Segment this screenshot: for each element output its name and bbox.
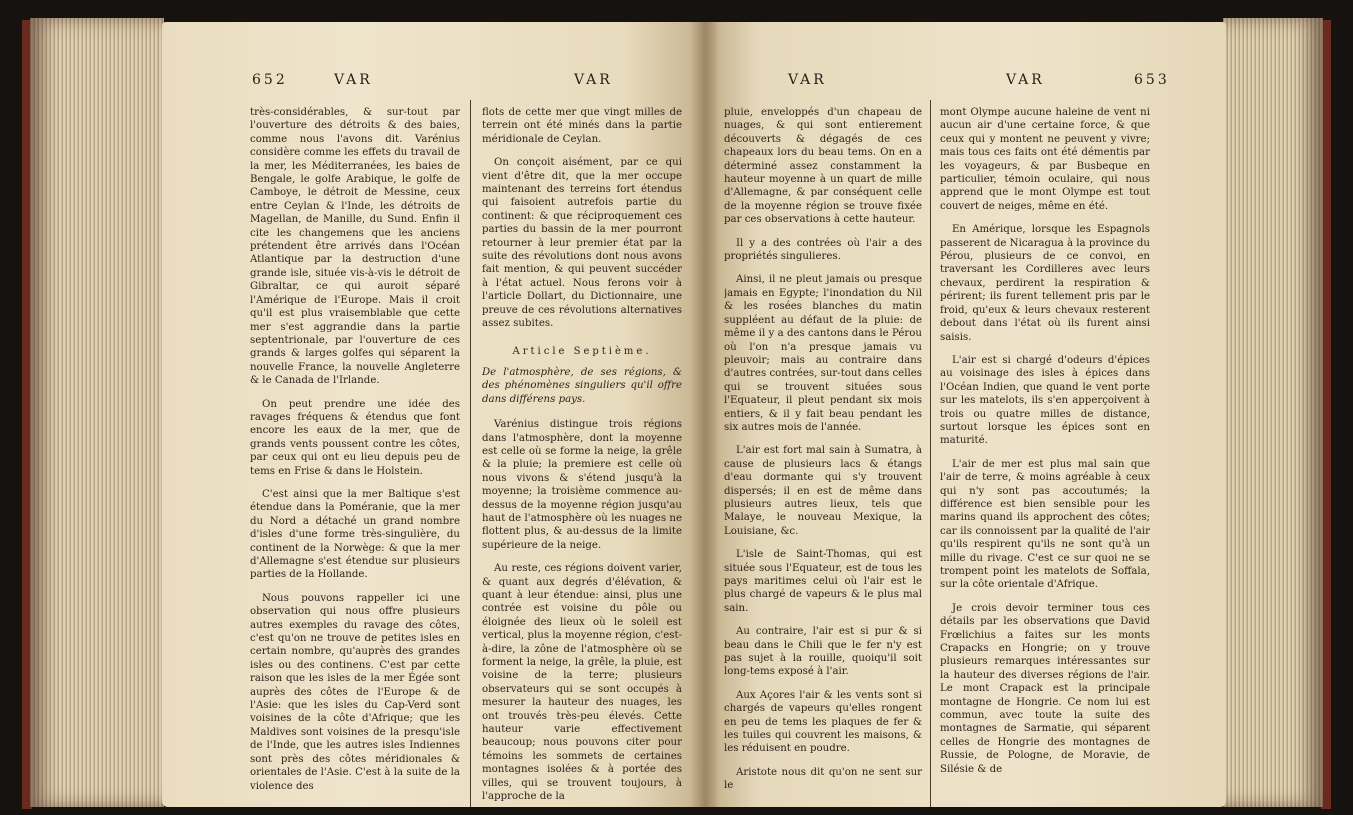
book-gutter: [690, 22, 720, 807]
paragraph: Au contraire, l'air est si pur & si beau dans le Chili que le fer n'y est pas sujet à la rouille, quoiqu'il soit long-tems exposé à l'air.: [724, 626, 922, 678]
left-page: [162, 22, 706, 807]
paragraph: très-considérables, & sur-tout par l'ouverture des détroits & des baies, comme nous l'avons dit. Varénius considère comme les effets du travail de la mer, les Méditerranées, les baies de Bengale, le golfe Arabique, le golfe de Camboye, le détroit de Messine, ceux entre Ceylan & l'Inde, les détroits de Magellan, de Manille, du Sund. Enfin il cite les changemens que les anciens prétendent être arrivés dans l'Océan Atlantique par la destruction d'une grande isle, située vis-à-vis le détroit de Gibraltar, ce qui auroit séparé l'Amérique de l'Europe. Mais il croit qu'il est plus vraisemblable que cette mer s'est aggrandie dans la partie septentrionale, par l'ouverture de ces grands & larges golfes qui séparent la nouvelle France, la nouvelle Angleterre & le Canada de l'Irlande.: [250, 107, 460, 387]
paragraph: Aristote nous dit qu'on ne sent sur le: [724, 766, 922, 792]
left-page-column-1: [250, 106, 460, 807]
right-page: [706, 22, 1226, 807]
paragraph: On conçoit aisément, par ce qui vient d'être dit, que la mer occupe maintenant des terreins fort étendus qui faisoient autrefois partie du continent: & que réciproquement ces parties du bassin de la mer pourront retourner à leur premier état par la suite des révolutions dont nous avons fait mention, & qui peuvent succéder à l'état actuel. Nous ferons voir à l'article Dollart, du Dictionnaire, une preuve de ces révolutions alternatives assez subites.: [482, 157, 682, 330]
right-page-column-2: [940, 106, 1150, 807]
paragraph: Je crois devoir terminer tous ces détails par les observations que David Frœlichius a faites sur les monts Crapacks en Hongrie; on y trouve plusieurs remarques intéressantes sur la hauteur des diverses régions de l'air. Le mont Crapack est la principale montagne de Hongrie. Ce nom lui est commun, avec toute la suite des montagnes de Sarmatie, qui séparent celles de Hongrie des montagnes de Russie, de Pologne, de Moravie, de Silésie & de: [940, 602, 1150, 775]
running-head-right: VAR: [574, 72, 613, 88]
paragraph: L'air est si chargé d'odeurs d'épices au voisinage des isles à épices dans l'Océan Indien, que quand le vent porte sur les matelots, ils s'en apperçoivent à trois ou quatre milles de distance, surtout lorsque les épices sont en maturité.: [940, 354, 1150, 447]
paragraph: L'air est fort mal sain à Sumatra, à cause de plusieurs lacs & étangs d'eau dormante qui s'y trouvent dispersés; il en est de même dans plusieurs autres lieux, tels que Malaye, le nouveau Mexique, la Louisiane, &c.: [724, 445, 922, 537]
page-edges-right: [1223, 18, 1323, 807]
paragraph: flots de cette mer que vingt milles de terrein ont été minés dans la partie méridionale de Ceylan.: [482, 107, 682, 145]
paragraph: En Amérique, lorsque les Espagnols passerent de Nicaragua à la province du Pérou, plusieurs de ce convoi, en traversant les Cordilleres avec leurs chevaux, perdirent la respiration & périrent; ils furent tellement pris par le froid, qu'eux & leurs chevaux resterent debout dans l'état où ils furent ainsi saisis.: [940, 224, 1150, 343]
paragraph: Au reste, ces régions doivent varier, & quant aux degrés d'élévation, & quant à leur étendue: ainsi, plus une contrée est voisine du pôle ou éloignée des lieux où le soleil est vertical, plus la moyenne région, c'est-à-dire, la zône de l'atmosphère où se forment la neige, la grêle, la pluie, est voisine de la terre; plusieurs observateurs qui se sont occupés à mesurer la hauteur des nuages, les ont trouvés très-peu élevés. Cette hauteur varie effectivement beaucoup; nous pouvons citer pour témoins les sommets de certaines montagnes isolées & à portée des villes, qui se trouvent toujours, à l'approche de la: [482, 563, 682, 803]
paragraph: Ainsi, il ne pleut jamais ou presque jamais en Egypte; l'inondation du Nil & les rosées blanches du matin suppléent au défaut de la pluie: de même il y a des cantons dans le Pérou où l'on n'a presque jamais vu pleuvoir; mais au contraire dans d'autres contrées, sur-tout dans celles qui se trouvent situées sous l'Equateur, il pleut pendant six mois entiers, & il y fait beau pendant les six autres mois de l'année.: [724, 274, 922, 433]
paragraph: L'air de mer est plus mal sain que l'air de terre, & moins agréable à ceux qui n'y sont pas accoutumés; la différence est bien sensible pour les marins quand ils approchent des côtes; car ils connoissent par la qualité de l'air qu'ils respirent qu'ils ne sont qu'à un mille du rivage. C'est ce sur quoi ne se trompent point les matelots de Soffala, sur la côte orientale d'Afrique.: [940, 458, 1150, 591]
paragraph: On peut prendre une idée des ravages fréquens & étendus que font encore les eaux de la mer, que de grands vents poussent contre les côtes, par ceux qui ont eu lieu depuis peu de tems en Frise & dans le Holstein.: [250, 398, 460, 477]
paragraph: Varénius distingue trois régions dans l'atmosphère, dont la moyenne est celle où se forme la neige, la grêle & la pluie; la premiere est celle où nous vivons & s'étend jusqu'à la moyenne; la troisième commence au-dessus de la moyenne région jusqu'au haut de l'atmosphère où les nuages ne flottent plus, & au-dessus de la limite supérieure de la neige.: [482, 419, 682, 551]
paragraph: Aux Açores l'air & les vents sont si chargés de vapeurs qu'elles rongent en peu de tems les plaques de fer & les tuiles qui couvrent les maisons, & les réduisent en poudre.: [724, 689, 922, 755]
paragraph: L'isle de Saint-Thomas, qui est située sous l'Equateur, est de tous les pays maritimes celui où l'air est le plus chargé de vapeurs & le plus mal sain.: [724, 549, 922, 614]
running-head-right: VAR: [1006, 72, 1045, 88]
paragraph: pluie, enveloppés d'un chapeau de nuages, & qui sont entierement découverts & dégagés de ces chapeaux lors du beau tems. On en a déterminé assez constamment la hauteur moyenne à un quart de mille d'Allemagne, & par conséquent celle de la moyenne région se trouve fixée par ces observations à cette hauteur.: [724, 107, 922, 226]
article-heading: Article Septième.: [512, 345, 652, 357]
left-page-column-2: [482, 106, 682, 807]
page-edges-left: [30, 18, 164, 807]
column-rule: [470, 100, 471, 807]
page-number: 652: [252, 72, 288, 88]
running-head-left: VAR: [788, 72, 827, 88]
running-head-left: VAR: [334, 72, 373, 88]
column-rule: [930, 100, 931, 807]
paragraph: Nous pouvons rappeller ici une observation qui nous offre plusieurs autres exemples du ravage des côtes, c'est qu'on ne trouve de petites isles en certain nombre, qu'auprès des grandes isles ou des continens. C'est par cette raison que les isles de la mer Égée sont auprès des côtes de l'Europe & de l'Asie: que les isles du Cap-Verd sont voisines de la côte d'Afrique; que les Maldives sont voisines de la presqu'isle de l'Inde, que les autres isles Indiennes sont près des côtes méridionales & orientales de l'Asie. C'est à la suite de la violence des: [250, 592, 460, 792]
paragraph: Il y a des contrées où l'air a des propriétés singulieres.: [724, 237, 922, 263]
article-subtitle: De l'atmosphère, de ses régions, & des phénomènes singuliers qu'il offre dans différens pays.: [482, 366, 682, 405]
page-number: 653: [1134, 72, 1170, 88]
paragraph: mont Olympe aucune haleine de vent ni aucun air d'une certaine force, & que ceux qui y montent ne peuvent y vivre; mais tous ces faits ont été démentis par les voyageurs, & par Busbeque en particulier, témoin oculaire, qui nous apprend que le mont Olympe est tout couvert de neiges, même en été.: [940, 107, 1150, 212]
right-page-column-1: [724, 106, 922, 807]
paragraph: C'est ainsi que la mer Baltique s'est étendue dans la Poméranie, que la mer du Nord a détaché un grand nombre d'isles d'une forme très-singulière, du continent de la Norwège: & que la mer d'Allemagne s'est étendue sur plusieurs parties de la Hollande.: [250, 488, 460, 581]
